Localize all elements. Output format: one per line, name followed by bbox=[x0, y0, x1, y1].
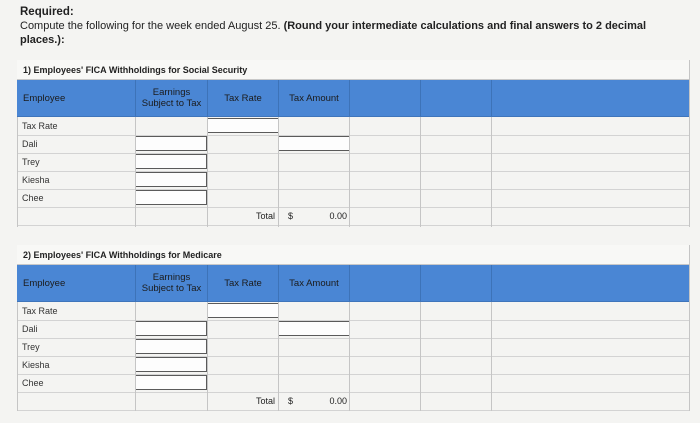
med-row-label: Kiesha bbox=[22, 360, 50, 370]
ss-row-label: Trey bbox=[22, 157, 40, 167]
ss-total-label: Total bbox=[256, 211, 276, 221]
med-total-currency: $ bbox=[288, 396, 294, 406]
social-security-header-row bbox=[17, 80, 690, 117]
ss-row-total bbox=[17, 207, 690, 226]
header-tax-amount: Tax Amount bbox=[289, 92, 339, 104]
ss-row-label: Chee bbox=[22, 193, 44, 203]
med-row-chee bbox=[17, 374, 690, 393]
med-row-label: Tax Rate bbox=[22, 306, 58, 316]
med-chee-earnings-input[interactable] bbox=[135, 375, 207, 390]
ss-row-dali bbox=[17, 135, 690, 154]
ss-total-value: 0.00 bbox=[329, 211, 347, 221]
ss-chee-earnings-input[interactable] bbox=[135, 190, 207, 205]
med-row-total bbox=[17, 392, 690, 411]
ss-row-label: Kiesha bbox=[22, 175, 50, 185]
med-row-label: Chee bbox=[22, 378, 44, 388]
instructions-text bbox=[20, 19, 685, 47]
med-tax-rate-input[interactable] bbox=[207, 303, 279, 318]
ss-row-label: Dali bbox=[22, 139, 38, 149]
med-row-dali bbox=[17, 320, 690, 339]
med-total-label: Total bbox=[256, 396, 276, 406]
social-security-grid bbox=[17, 60, 690, 227]
ss-tax-rate-input[interactable] bbox=[207, 118, 279, 133]
header-tax-amount: Tax Amount bbox=[289, 277, 339, 289]
ss-row-label: Tax Rate bbox=[22, 121, 58, 131]
header-tax-rate: Tax Rate bbox=[224, 92, 262, 104]
med-row-tax-rate bbox=[17, 302, 690, 321]
social-security-title: 1) Employees' FICA Withholdings for Social Security bbox=[17, 60, 690, 80]
medicare-grid bbox=[17, 245, 690, 411]
ss-total-currency: $ bbox=[288, 211, 294, 221]
required-heading: Required: bbox=[20, 6, 74, 18]
med-row-label: Dali bbox=[22, 324, 38, 334]
ss-row-trey bbox=[17, 153, 690, 172]
med-dali-earnings-input[interactable] bbox=[135, 321, 207, 336]
header-employee: Employee bbox=[23, 277, 66, 289]
ss-row-tax-rate bbox=[17, 117, 690, 136]
ss-trey-earnings-input[interactable] bbox=[135, 154, 207, 169]
ss-kiesha-earnings-input[interactable] bbox=[135, 172, 207, 187]
med-trey-earnings-input[interactable] bbox=[135, 339, 207, 354]
instructions-plain: Compute the following for the week ended August 25. bbox=[20, 20, 284, 32]
med-total-value: 0.00 bbox=[329, 396, 347, 406]
ss-dali-tax-amount-input[interactable] bbox=[278, 136, 350, 151]
header-tax-rate: Tax Rate bbox=[224, 277, 262, 289]
instructions-rounding-note: (Round your intermediate calculations and final answers to 2 decimal places.): bbox=[20, 20, 647, 46]
medicare-header-row bbox=[17, 265, 690, 302]
medicare-worksheet bbox=[17, 245, 690, 411]
ss-row-kiesha bbox=[17, 171, 690, 190]
ss-row-chee bbox=[17, 189, 690, 208]
header-earnings-subject-to-tax: Earnings Subject to Tax bbox=[141, 272, 202, 294]
med-kiesha-earnings-input[interactable] bbox=[135, 357, 207, 372]
header-earnings-subject-to-tax: Earnings Subject to Tax bbox=[141, 87, 202, 109]
header-employee: Employee bbox=[23, 92, 66, 104]
medicare-title: 2) Employees' FICA Withholdings for Medicare bbox=[17, 245, 690, 265]
social-security-worksheet bbox=[17, 60, 690, 227]
med-dali-tax-amount-input[interactable] bbox=[278, 321, 350, 336]
med-row-label: Trey bbox=[22, 342, 40, 352]
med-row-kiesha bbox=[17, 356, 690, 375]
med-row-trey bbox=[17, 338, 690, 357]
ss-dali-earnings-input[interactable] bbox=[135, 136, 207, 151]
